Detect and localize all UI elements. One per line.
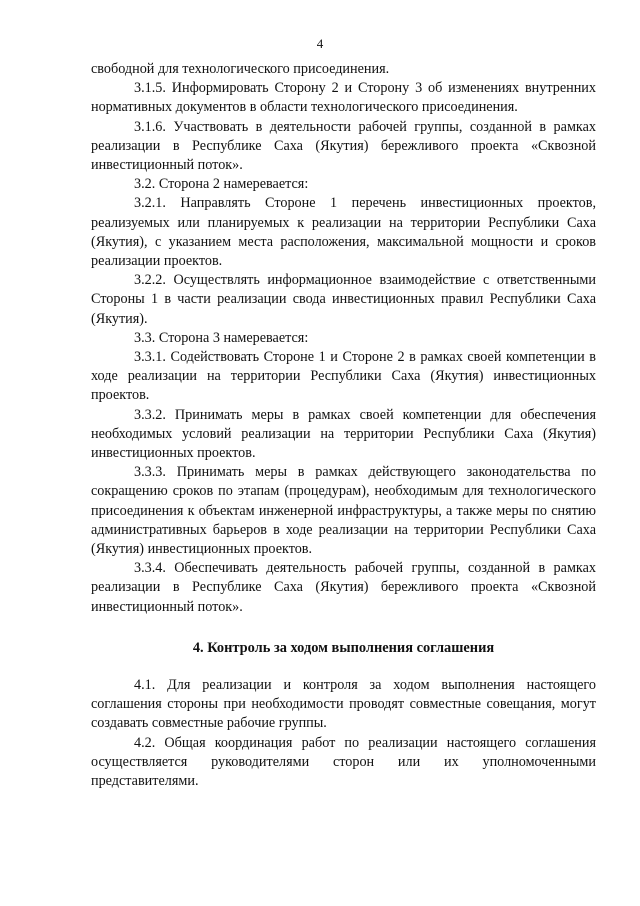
paragraph-3-2-1: 3.2.1. Направлять Стороне 1 перечень инвестиционных проектов, реализуемых или планируемых к реализации на территории Республики Саха (Якутия), с указанием места расположения, максимальной мощности и сроков реализации проектов. (91, 195, 596, 270)
paragraph-3-2-2: 3.2.2. Осуществлять информационное взаимодействие с ответственными Стороны 1 в части реализации свода инвестиционных правил Республики Саха (Якутия). (91, 272, 596, 327)
paragraph-3-1-6: 3.1.6. Участвовать в деятельности рабочей группы, созданной в рамках реализации в Республике Саха (Якутия) бережливого проекта «Сквозной инвестиционный поток». (91, 118, 596, 174)
paragraph-3-3-2: 3.3.2. Принимать меры в рамках своей компетенции для обеспечения необходимых условий реализации на территории Республики Саха (Якутия) инвестиционных проектов. (91, 406, 596, 462)
paragraph-4-1: 4.1. Для реализации и контроля за ходом выполнения настоящего соглашения стороны при необходимости проводят совместные совещания, могут создавать совместные рабочие группы. (91, 676, 596, 732)
page-number: 4 (316, 36, 324, 51)
paragraph-3-3-3: 3.3.3. Принимать меры в рамках действующего законодательства по сокращению сроков по этапам (процедурам), необходимым для технологического присоединения к объектам инженерной инфраструктуры, а также меры по снятию административных барьеров в ходе реализации на территории Республики Саха (Якутия) инвестиционных проектов. (91, 464, 596, 558)
paragraph-3-3-1: 3.3.1. Содействовать Стороне 1 и Стороне 2 в рамках своей компетенции в ходе реализации на территории Республики Саха (Якутия) инвестиционных проектов. (91, 349, 596, 404)
document-body (91, 60, 596, 791)
section-heading-4: 4. Контроль за ходом выполнения соглашения (192, 639, 495, 656)
paragraph-3-1-5: 3.1.5. Информировать Сторону 2 и Сторону 3 об изменениях внутренних нормативных документов в области технологического присоединения. (91, 80, 596, 116)
paragraph-3-3: 3.3. Сторона 3 намеревается: (134, 329, 309, 346)
paragraph-continuation: свободной для технологического присоединения. (91, 61, 390, 77)
paragraph-3-2: 3.2. Сторона 2 намеревается: (134, 176, 309, 193)
paragraph-3-3-4: 3.3.4. Обеспечивать деятельность рабочей группы, созданной в рамках реализации в Республике Саха (Якутия) бережливого проекта «Сквозной инвестиционный поток». (91, 560, 596, 615)
paragraph-4-2: 4.2. Общая координация работ по реализации настоящего соглашения осуществляется руководителями сторон или их уполномоченными представителями. (91, 734, 596, 789)
